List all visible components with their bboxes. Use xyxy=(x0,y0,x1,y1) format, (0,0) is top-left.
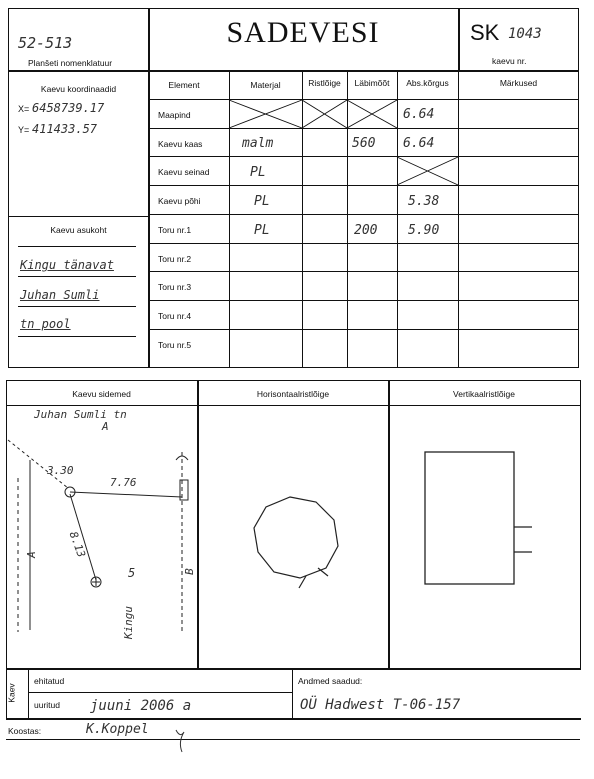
col-diameter: Läbimõõt xyxy=(354,78,390,88)
location-line-2: Juhan Sumli xyxy=(20,288,100,302)
kaev-label: Kaev xyxy=(6,683,17,703)
row-label: Kaevu kaas xyxy=(158,139,203,149)
row-label: Toru nr.3 xyxy=(158,282,192,292)
row-label: Maapind xyxy=(158,110,191,120)
dim-813: 8.13 xyxy=(66,529,88,560)
cell-material: malm xyxy=(242,136,274,151)
row-label: Toru nr.4 xyxy=(158,311,192,321)
street-side-label: Kingu xyxy=(122,605,136,640)
cell-elevation: 5.38 xyxy=(408,194,440,209)
author-value: K.Koppel xyxy=(86,722,149,737)
row-label: Kaevu seinad xyxy=(158,167,210,177)
source-value: OÜ Hadwest T-06-157 xyxy=(300,697,461,713)
location-line-3: tn pool xyxy=(20,317,71,331)
horizontal-title: Horisontaalristlõige xyxy=(256,389,330,399)
row-label: Toru nr.1 xyxy=(158,225,192,235)
cell-diameter: 200 xyxy=(354,223,378,238)
col-element: Element xyxy=(168,80,200,90)
dim-330: 3.30 xyxy=(47,464,74,477)
source-label: Andmed saadud: xyxy=(298,676,363,686)
well-prefix: SK xyxy=(470,20,500,45)
dim-5: 5 xyxy=(128,566,136,580)
y-label: Y= xyxy=(18,125,30,135)
cell-elevation: 6.64 xyxy=(403,107,435,122)
row-label: Toru nr.2 xyxy=(158,254,192,264)
built-label: ehitatud xyxy=(34,676,65,686)
col-material: Materjal xyxy=(250,80,281,90)
row-label: Toru nr.5 xyxy=(158,340,192,350)
row-label: Kaevu põhi xyxy=(158,196,201,206)
dim-776: 7.76 xyxy=(110,476,137,489)
cell-elevation: 6.64 xyxy=(403,136,435,151)
sheet-label: Planšeti nomenklatuur xyxy=(28,58,113,68)
col-notes: Märkused xyxy=(499,78,538,88)
cell-material: PL xyxy=(254,223,270,238)
street-top-label: Juhan Sumli tn xyxy=(34,408,127,421)
coordinates-label: Kaevu koordinaadid xyxy=(40,84,117,94)
location-line-1: Kingu tänavat xyxy=(20,258,114,272)
page-title: SADEVESI xyxy=(226,16,380,49)
street-top-letter: A xyxy=(102,420,109,433)
cell-material: PL xyxy=(250,165,266,180)
surveyed-value: juuni 2006 a xyxy=(90,698,192,714)
x-value: 6458739.17 xyxy=(32,101,105,115)
cell-diameter: 560 xyxy=(352,136,376,151)
connections-title: Kaevu sidemed xyxy=(72,389,131,399)
y-value: 411433.57 xyxy=(32,122,98,136)
cell-material: PL xyxy=(254,194,270,209)
x-label: X= xyxy=(18,104,30,114)
letter-a: A xyxy=(24,551,38,558)
cell-elevation: 5.90 xyxy=(408,223,440,238)
well-label: kaevu nr. xyxy=(492,56,527,66)
well-number: 1043 xyxy=(508,26,542,42)
surveyed-label: uuritud xyxy=(34,700,60,710)
author-label: Koostas: xyxy=(8,726,42,736)
vertical-title: Vertikaalristlõige xyxy=(453,389,515,399)
letter-b: B xyxy=(182,568,196,575)
sheet-number: 52-513 xyxy=(18,34,73,52)
location-label: Kaevu asukoht xyxy=(50,225,107,235)
col-section: Ristlõige xyxy=(308,78,341,88)
col-elevation: Abs.kõrgus xyxy=(406,78,449,88)
